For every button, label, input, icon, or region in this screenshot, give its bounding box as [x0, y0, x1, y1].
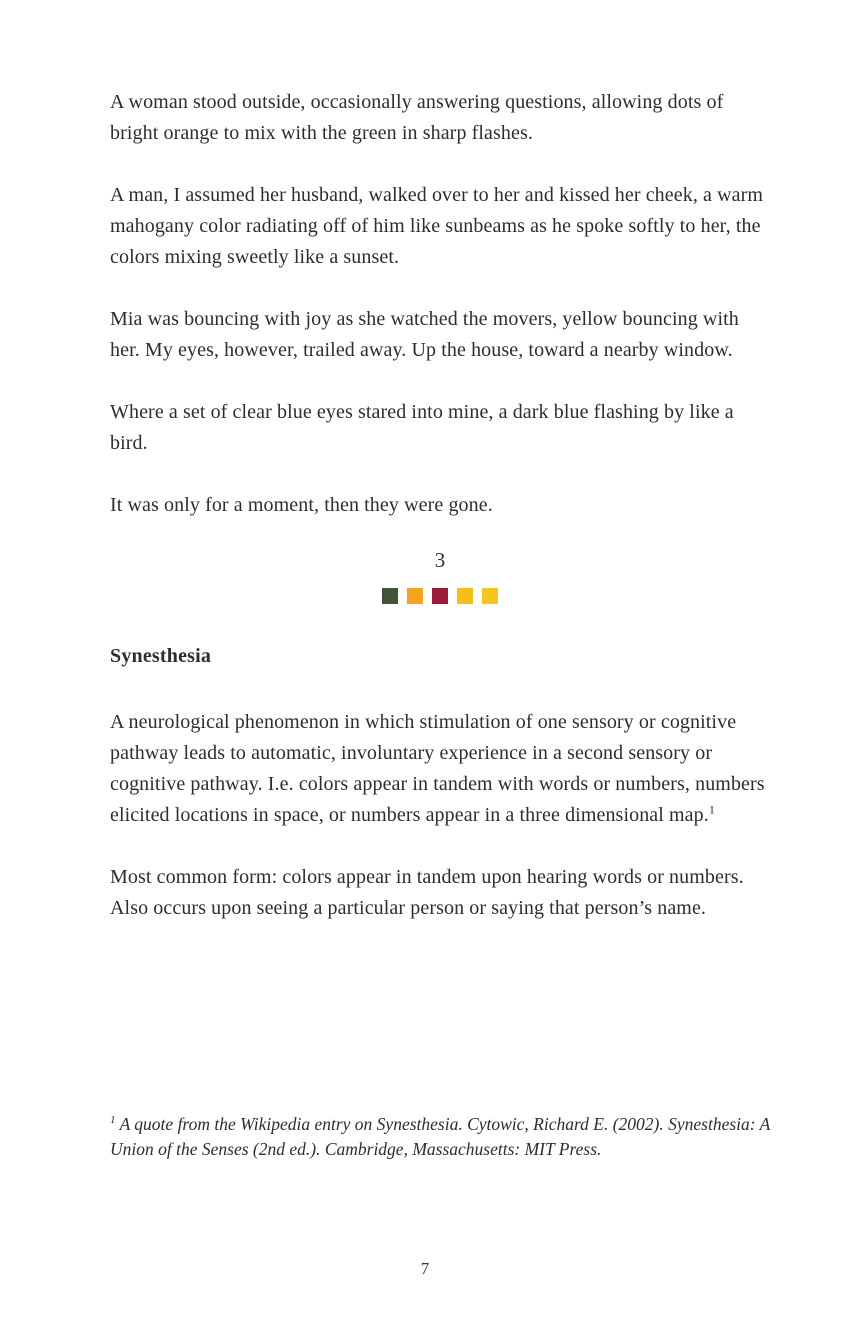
section-divider — [110, 547, 770, 604]
definition-text: A neurological phenomenon in which stimulation of one sensory or cognitive pathway leads to automatic, involuntary experience in a second sensory or cognitive pathway. I.e. colors appear in tandem with words or numbers, numbers elicited locations in space, or numbers appear in a three dimensional map. — [110, 711, 765, 826]
definition-paragraph — [110, 707, 770, 831]
color-square-gold-2 — [482, 588, 498, 604]
page-number: 7 — [420, 1259, 430, 1278]
color-square-orange — [407, 588, 423, 604]
narrative-paragraph-5: It was only for a moment, then they were gone. — [110, 494, 493, 516]
color-square-crimson — [432, 588, 448, 604]
narrative-paragraph-2: A man, I assumed her husband, walked over to her and kissed her cheek, a warm mahogany color radiating off of him like sunbeams as he spoke softly to her, the colors mixing sweetly like a sunset. — [110, 184, 764, 268]
footnote-marker: 1 — [110, 1114, 116, 1127]
footnote — [110, 1112, 782, 1161]
color-squares-row — [110, 588, 770, 604]
narrative-paragraph-3: Mia was bouncing with joy as she watched the movers, yellow bouncing with her. My eyes, however, trailed away. Up the house, toward a nearby window. — [110, 308, 739, 361]
narrative-paragraph-4: Where a set of clear blue eyes stared into mine, a dark blue flashing by like a bird. — [110, 401, 734, 454]
section-number: 3 — [434, 548, 446, 572]
color-square-gold-1 — [457, 588, 473, 604]
common-form-paragraph: Most common form: colors appear in tandem upon hearing words or numbers. Also occurs upon seeing a particular person or saying that person’s name. — [110, 866, 744, 919]
footnote-reference-marker: 1 — [708, 802, 715, 817]
color-square-green — [382, 588, 398, 604]
narrative-paragraph-1: A woman stood outside, occasionally answering questions, allowing dots of bright orange to mix with the green in sharp flashes. — [110, 91, 724, 144]
footnote-text: A quote from the Wikipedia entry on Synesthesia. Cytowic, Richard E. (2002). Synesthesia: A Union of the Senses (2nd ed.). Cambridge, Massachusetts: MIT Press. — [110, 1114, 771, 1159]
section-heading: Synesthesia — [110, 645, 212, 667]
